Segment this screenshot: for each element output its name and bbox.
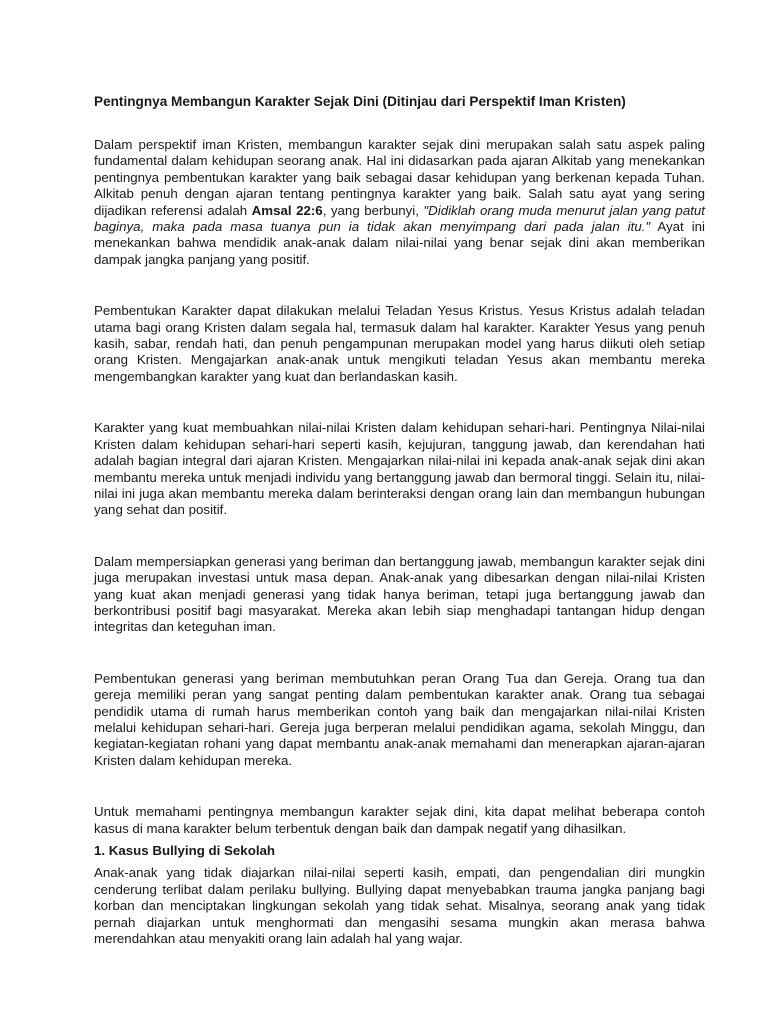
section-heading-bullying: 1. Kasus Bullying di Sekolah — [94, 843, 276, 858]
document-title: Pentingnya Membangun Karakter Sejak Dini (Ditinjau dari Perspektif Iman Kristen) — [94, 94, 626, 109]
paragraph-orang-tua-gereja: Pembentukan generasi yang beriman membutuhkan peran Orang Tua dan Gereja. Orang tua dan gereja memiliki peran yang sangat penting dalam pembentukan karakter anak. Orang tua sebagai pendidik utama di rumah harus memberikan contoh yang baik dan mengajarkan nilai-nilai Kristen melalui kehidupan sehari-hari. Gereja juga berperan melalui pendidikan agama, sekolah Minggu, dan kegiatan-kegiatan rohani yang dapat membantu anak-anak memahami dan menerapkan ajaran-ajaran Kristen dalam kehidupan mereka. — [94, 670, 705, 768]
paragraph-investasi-masa-depan: Dalam mempersiapkan generasi yang beriman dan bertanggung jawab, membangun karakter sejak dini juga merupakan investasi untuk masa depan. Anak-anak yang dibesarkan dengan nilai-nilai Kristen yang kuat akan menjadi generasi yang tidak hanya beriman, tetapi juga bertanggung jawab dan berkontribusi positif bagi masyarakat. Mereka akan lebih siap menghadapi tantangan hidup dengan integritas dan keteguhan iman. — [94, 553, 705, 635]
verse-quote: "Didiklah orang muda menurut jalan yang patut baginya, maka pada masa tuanya pun ia tidak akan menyimpang dari pada jalan itu." — [94, 202, 705, 235]
intro-text-b: , yang berbunyi, — [322, 202, 424, 218]
paragraph-bullying: Anak-anak yang tidak diajarkan nilai-nilai seperti kasih, empati, dan pengendalian diri mungkin cenderung terlibat dalam perilaku bullying. Bullying dapat menyebabkan trauma jangka panjang bagi korban dan menciptakan lingkungan sekolah yang tidak sehat. Misalnya, seorang anak yang tidak pernah diajarkan untuk menghormati dan mengasihi sesama mungkin akan merasa bahwa merendahkan atau menyakiti orang lain adalah hal yang wajar. — [94, 865, 705, 947]
intro-text-c: Ayat ini menekankan bahwa mendidik anak-anak dalam nilai-nilai yang benar sejak dini akan memberikan dampak jangka panjang yang positif. — [94, 219, 706, 267]
paragraph-teladan-yesus: Pembentukan Karakter dapat dilakukan melalui Teladan Yesus Kristus. Yesus Kristus adalah teladan utama bagi orang Kristen dalam segala hal, termasuk dalam hal karakter. Karakter Yesus yang penuh kasih, sabar, rendah hati, dan penuh pengampunan merupakan model yang harus diikuti oleh setiap orang Kristen. Mengajarkan anak-anak untuk mengikuti teladan Yesus akan membantu mereka mengembangkan karakter yang kuat dan berlandaskan kasih. — [94, 303, 705, 384]
intro-text-a: Dalam perspektif iman Kristen, membangun karakter sejak dini merupakan salah satu aspek paling fundamental dalam kehidupan seorang anak. Hal ini didasarkan pada ajaran Alkitab yang menekankan pentingnya pembentukan karakter yang baik sebagai dasar kehidupan yang berkenan kepada Tuhan. Alkitab penuh dengan ajaran tentang pentingnya karakter yang baik. Salah satu ayat yang sering dijadikan referensi adalah — [94, 137, 705, 218]
paragraph-contoh-kasus: Untuk memahami pentingnya membangun karakter sejak dini, kita dapat melihat beberapa contoh kasus di mana karakter belum terbentuk dengan baik dan dampak negatif yang dihasilkan. — [94, 804, 705, 836]
document-page — [94, 94, 705, 947]
paragraph-intro — [94, 137, 705, 268]
verse-reference: Amsal 22:6 — [251, 202, 323, 218]
paragraph-nilai-kristen: Karakter yang kuat membuahkan nilai-nilai Kristen dalam kehidupan sehari-hari. Pentingnya Nilai-nilai Kristen dalam kehidupan sehari-hari seperti kasih, kejujuran, tanggung jawab, dan kerendahan hati adalah bagian integral dari ajaran Kristen. Mengajarkan nilai-nilai ini kepada anak-anak sejak dini akan membantu mereka untuk menjadi individu yang bertanggung jawab dan bermoral tinggi. Selain itu, nilai-nilai ini juga akan membantu mereka dalam berinteraksi dengan orang lain dan membangun hubungan yang sehat dan positif. — [94, 420, 705, 518]
